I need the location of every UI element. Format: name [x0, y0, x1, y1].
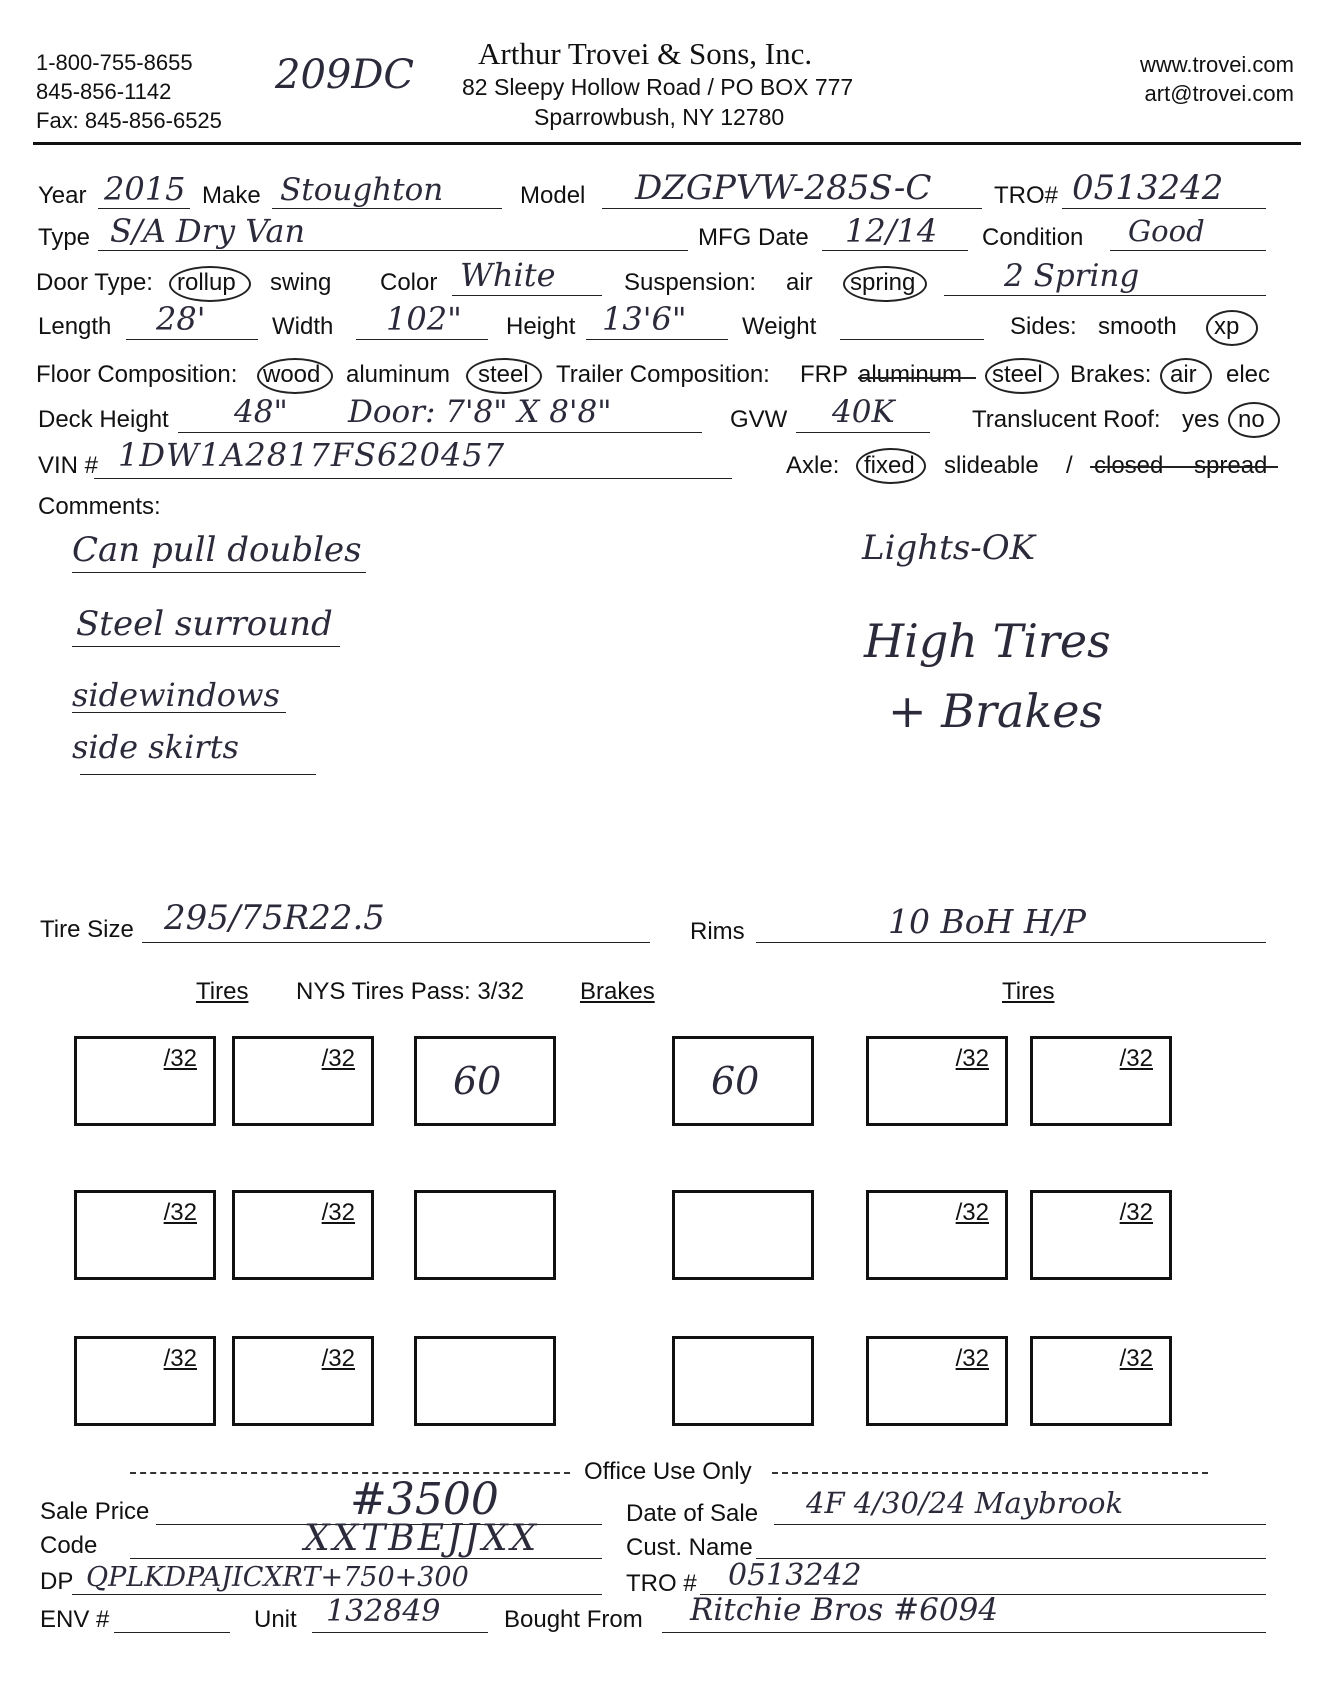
bought-from-label: Bought From [504, 1606, 643, 1633]
tro2-value: 0513242 [728, 1558, 862, 1593]
year-line [98, 208, 190, 209]
tire-box-left-outer-3[interactable] [74, 1336, 216, 1426]
unit-label: Unit [254, 1606, 297, 1633]
tire-box-left-inner-1[interactable] [232, 1036, 374, 1126]
fax-number: Fax: 845-856-6525 [36, 108, 222, 133]
translucent-roof-yes-option: yes [1182, 406, 1220, 433]
brake-right-1-value: 60 [711, 1059, 760, 1103]
type-label: Type [38, 224, 91, 251]
deck-height-label: Deck Height [38, 406, 169, 433]
tire-size-value: 295/75R22.5 [164, 898, 385, 938]
date-of-sale-value: 4F 4/30/24 Maybrook [806, 1486, 1124, 1520]
length-label: Length [38, 313, 112, 340]
year-label: Year [38, 182, 87, 209]
brakes-air-circle-mark [1160, 358, 1212, 394]
date-of-sale-label: Date of Sale [626, 1500, 759, 1527]
tread-fraction: /32 [1119, 1199, 1153, 1226]
company-address-2: Sparrowbush, NY 12780 [534, 104, 785, 130]
comment-right-1: Lights-OK [862, 528, 1035, 568]
tread-fraction: /32 [955, 1199, 989, 1226]
axle-spread-option: spread [1194, 452, 1268, 479]
suspension-spring-option: spring [850, 269, 916, 296]
brakes-air-option: air [1170, 361, 1197, 388]
tire-box-right-outer-2[interactable] [1030, 1190, 1172, 1280]
comments-label: Comments: [38, 493, 161, 520]
nys-tires-pass-note: NYS Tires Pass: 3/32 [296, 978, 525, 1005]
suspension-note-value: 2 Spring [1004, 258, 1140, 294]
wood-circle-mark [257, 358, 333, 394]
tire-box-right-outer-1[interactable] [1030, 1036, 1172, 1126]
bought-from-value: Ritchie Bros #6094 [690, 1592, 999, 1628]
vin-line [94, 478, 732, 479]
make-line [272, 208, 502, 209]
rims-label: Rims [690, 918, 745, 945]
env-label: ENV # [40, 1606, 110, 1633]
fixed-circle-mark [856, 448, 926, 484]
type-line [98, 250, 688, 251]
brakes-elec-option: elec [1226, 361, 1271, 388]
dp-label: DP [40, 1568, 74, 1595]
height-label: Height [506, 313, 576, 340]
tread-fraction: /32 [955, 1345, 989, 1372]
color-value: White [460, 256, 556, 294]
tire-box-right-inner-3[interactable] [866, 1336, 1008, 1426]
env-line [114, 1632, 230, 1633]
door-rollup-option: rollup [177, 269, 236, 296]
tire-box-right-inner-1[interactable] [866, 1036, 1008, 1126]
tires-left-header: Tires [196, 978, 249, 1005]
mfg-date-label: MFG Date [698, 224, 809, 251]
tire-box-left-inner-2[interactable] [232, 1190, 374, 1280]
door-size-value: Door: 7'8" X 8'8" [348, 394, 612, 430]
tires-right-header: Tires [1002, 978, 1055, 1005]
floor-aluminum-option: aluminum [346, 361, 451, 388]
office-use-only-label: Office Use Only [584, 1458, 752, 1485]
type-value: S/A Dry Van [110, 212, 306, 250]
unit-value: 132849 [326, 1594, 441, 1629]
phone-1: 1-800-755-8655 [36, 50, 193, 75]
color-label: Color [380, 269, 438, 296]
translucent-roof-label: Translucent Roof: [972, 406, 1161, 433]
height-line [586, 339, 728, 340]
trailer-steel-option: steel [992, 361, 1043, 388]
condition-value: Good [1128, 214, 1205, 248]
brake-box-left-3[interactable] [414, 1336, 556, 1426]
company-email[interactable]: art@trovei.com [1144, 81, 1294, 106]
mfg-date-value: 12/14 [845, 212, 938, 250]
brake-left-1-value: 60 [453, 1059, 502, 1103]
header-divider [33, 142, 1301, 145]
closed-spread-strike-mark [1090, 466, 1278, 468]
axle-closed-option: closed [1094, 452, 1164, 479]
sides-smooth-option: smooth [1098, 313, 1177, 340]
tread-fraction: /32 [321, 1045, 355, 1072]
tire-box-right-inner-2[interactable] [866, 1190, 1008, 1280]
tread-fraction: /32 [321, 1345, 355, 1372]
brakes-column-header: Brakes [580, 978, 655, 1005]
year-value: 2015 [104, 170, 186, 208]
trailer-aluminum-option: aluminum [858, 361, 963, 388]
width-value: 102" [386, 300, 462, 338]
dp-value: QPLKDPAJICXRT+750+300 [86, 1562, 469, 1593]
no-circle-mark [1228, 402, 1280, 438]
width-line [356, 339, 488, 340]
brake-box-right-1[interactable] [672, 1036, 814, 1126]
handwritten-code: 209DC [275, 52, 415, 98]
axle-slideable-option: slideable [944, 452, 1039, 479]
bought-from-line [662, 1632, 1266, 1633]
tire-box-left-outer-2[interactable] [74, 1190, 216, 1280]
make-value: Stoughton [280, 172, 444, 208]
sale-price-label: Sale Price [40, 1498, 150, 1525]
brakes-label: Brakes: [1070, 361, 1152, 388]
trailer-composition-label: Trailer Composition: [556, 361, 770, 388]
door-type-label: Door Type: [36, 269, 153, 296]
door-swing-option: swing [270, 269, 332, 296]
floor-steel-circle-mark [466, 358, 542, 394]
tro-value: 0513242 [1072, 168, 1224, 208]
vin-label: VIN # [38, 452, 99, 479]
tro-label: TRO# [994, 182, 1059, 209]
company-website[interactable]: www.trovei.com [1139, 52, 1294, 77]
gvw-value: 40K [832, 394, 895, 430]
office-divider-right [772, 1472, 1208, 1474]
tire-size-line [142, 942, 650, 943]
cust-name-label: Cust. Name [626, 1534, 753, 1561]
spring-circle-mark [843, 266, 927, 302]
trailer-aluminum-strike-mark [858, 377, 976, 379]
sides-xp-option: xp [1214, 313, 1240, 340]
axle-fixed-option: fixed [864, 452, 915, 479]
comment-underline-2 [72, 646, 340, 647]
tread-fraction: /32 [163, 1045, 197, 1072]
axle-slash: / [1066, 452, 1073, 479]
xp-circle-mark [1206, 310, 1258, 346]
model-line [602, 208, 982, 209]
tire-box-left-inner-3[interactable] [232, 1336, 374, 1426]
tread-fraction: /32 [955, 1045, 989, 1072]
translucent-roof-no-option: no [1238, 406, 1265, 433]
tire-box-left-outer-1[interactable] [74, 1036, 216, 1126]
brake-box-right-3[interactable] [672, 1336, 814, 1426]
tread-fraction: /32 [1119, 1345, 1153, 1372]
sides-label: Sides: [1010, 313, 1077, 340]
width-label: Width [272, 313, 334, 340]
deck-height-value: 48" [234, 394, 288, 430]
mfg-date-line [822, 250, 968, 251]
axle-label: Axle: [786, 452, 840, 479]
color-line [452, 295, 602, 296]
weight-line [840, 339, 984, 340]
gvw-line [796, 432, 930, 433]
deck-height-line [178, 432, 702, 433]
comment-left-1: Can pull doubles [72, 530, 362, 570]
comment-underline-1 [72, 572, 366, 573]
rims-value: 10 BoH H/P [888, 902, 1086, 941]
suspension-air-option: air [786, 269, 813, 296]
brake-box-right-2[interactable] [672, 1190, 814, 1280]
condition-line [1110, 250, 1266, 251]
sale-price-value: #3500 [350, 1474, 499, 1525]
unit-line [312, 1632, 488, 1633]
tro-line [1062, 208, 1266, 209]
model-label: Model [520, 182, 586, 209]
length-line [126, 339, 258, 340]
comment-underline-4 [80, 774, 316, 775]
tire-size-label: Tire Size [40, 916, 134, 943]
floor-steel-option: steel [478, 361, 529, 388]
floor-wood-option: wood [263, 361, 321, 388]
tread-fraction: /32 [1119, 1045, 1153, 1072]
height-value: 13'6" [602, 300, 687, 338]
brake-box-left-1[interactable] [414, 1036, 556, 1126]
make-label: Make [202, 182, 261, 209]
condition-label: Condition [982, 224, 1084, 251]
company-address-1: 82 Sleepy Hollow Road / PO BOX 777 [462, 74, 854, 100]
tread-fraction: /32 [163, 1199, 197, 1226]
vin-value: 1DW1A2817FS620457 [118, 436, 506, 474]
tro2-label: TRO # [626, 1570, 697, 1597]
comment-underline-3 [72, 712, 286, 713]
company-name: Arthur Trovei & Sons, Inc. [478, 36, 813, 71]
comment-left-3: sidewindows [72, 676, 280, 714]
suspension-label: Suspension: [624, 269, 757, 296]
rollup-circle-mark [169, 266, 251, 302]
comment-right-2: High Tires [864, 614, 1111, 668]
comment-left-4: side skirts [72, 728, 239, 766]
suspension-note-line [944, 295, 1266, 296]
tread-fraction: /32 [321, 1199, 355, 1226]
trailer-frp-option: FRP [800, 361, 848, 388]
length-value: 28' [156, 300, 206, 338]
weight-label: Weight [742, 313, 817, 340]
phone-2: 845-856-1142 [36, 79, 172, 104]
trailer-steel-circle-mark [985, 358, 1059, 394]
tire-box-right-outer-3[interactable] [1030, 1336, 1172, 1426]
date-of-sale-line [774, 1524, 1266, 1525]
model-value: DZGPVW-285S-C [635, 168, 932, 208]
code-label: Code [40, 1532, 98, 1559]
comment-left-2: Steel surround [76, 604, 333, 644]
code-value: XXTBEJJXX [304, 1518, 540, 1559]
tread-fraction: /32 [163, 1345, 197, 1372]
brake-box-left-2[interactable] [414, 1190, 556, 1280]
gvw-label: GVW [730, 406, 788, 433]
floor-composition-label: Floor Composition: [36, 361, 238, 388]
comment-right-3: + Brakes [888, 684, 1104, 738]
rims-line [756, 942, 1266, 943]
